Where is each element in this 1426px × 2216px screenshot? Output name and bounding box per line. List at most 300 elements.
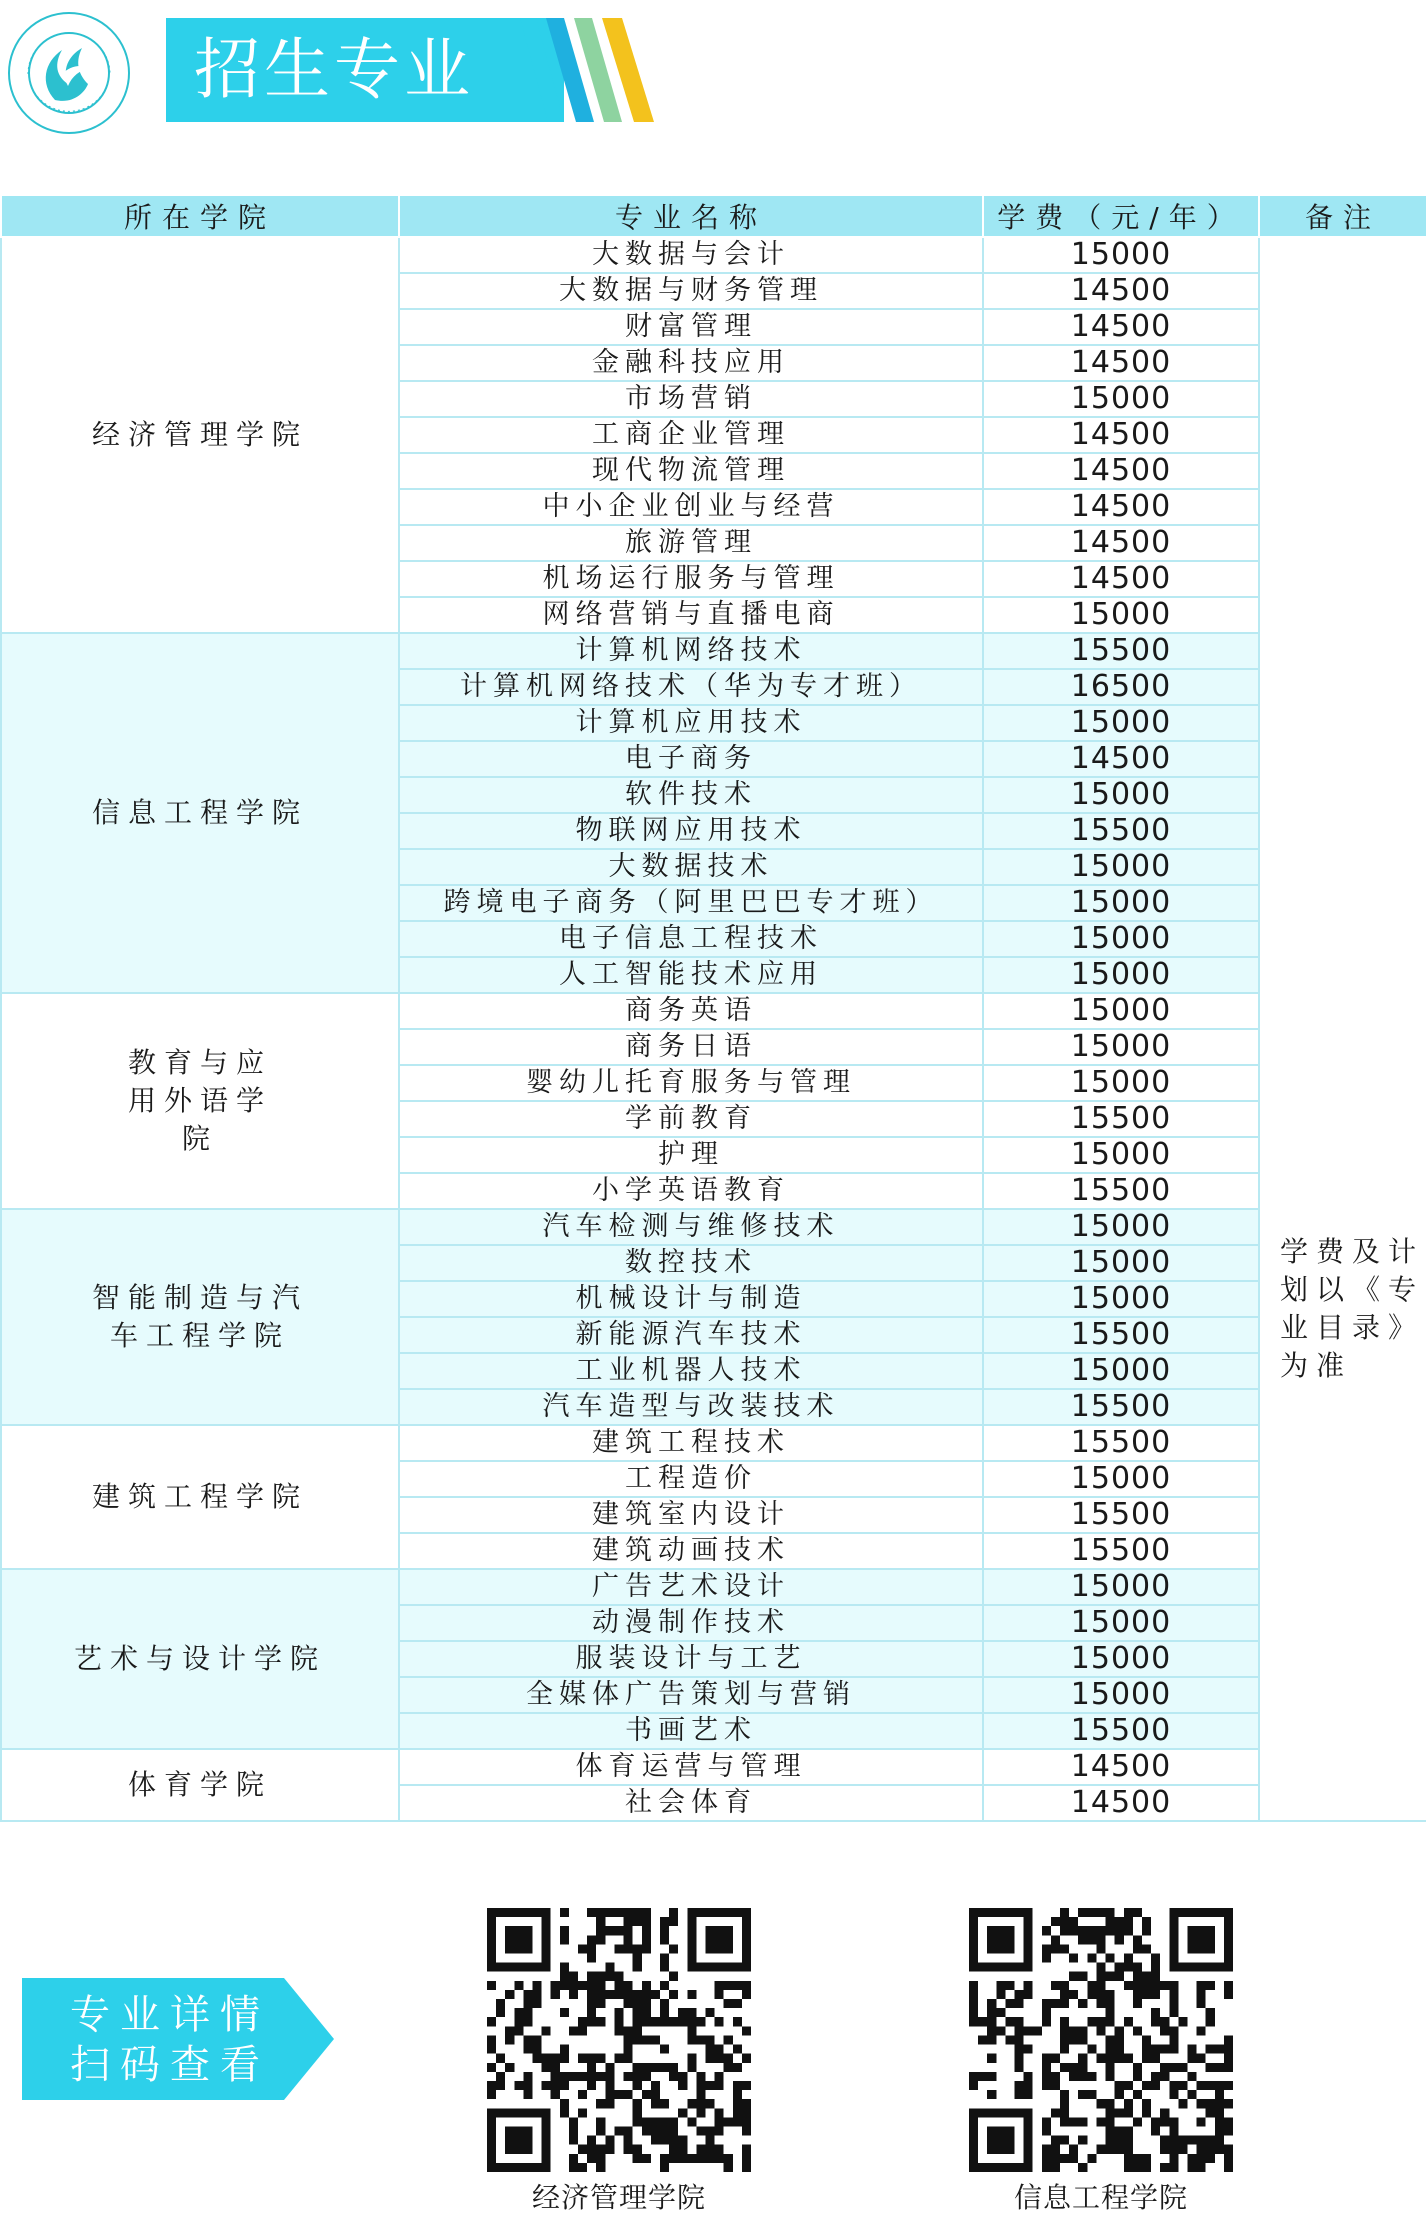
tuition-fee-cell: 15000	[983, 237, 1259, 273]
qr-module	[733, 2017, 742, 2026]
qr-module	[551, 2090, 560, 2099]
qr-module	[1124, 1963, 1133, 1972]
qr-module	[1024, 2045, 1033, 2054]
qr-finder-pattern	[987, 1926, 1014, 1953]
qr-module	[614, 2008, 623, 2017]
qr-module	[642, 1935, 651, 1944]
qr-module	[1078, 2117, 1087, 2126]
qr-module	[642, 2008, 651, 2017]
table-row	[1, 237, 1426, 273]
qr-module	[715, 1990, 724, 1999]
qr-module	[1151, 1981, 1160, 1990]
college-cell	[1, 993, 399, 1209]
qr-module	[533, 2054, 542, 2063]
qr-module	[1124, 1926, 1133, 1935]
qr-module	[596, 2145, 605, 2154]
qr-module	[624, 1926, 633, 1935]
qr-module	[605, 2136, 614, 2145]
qr-module	[1169, 2026, 1178, 2035]
qr-module	[1142, 1944, 1151, 1953]
qr-module	[1015, 2026, 1024, 2035]
qr-module	[551, 2063, 560, 2072]
qr-module	[1060, 2099, 1069, 2108]
qr-module	[715, 2126, 724, 2135]
qr-module	[1096, 1981, 1105, 1990]
qr-module	[596, 2154, 605, 2163]
qr-module	[633, 2081, 642, 2090]
major-name-cell: 软件技术	[399, 777, 983, 813]
qr-module	[596, 1981, 605, 1990]
major-name-cell: 全媒体广告策划与营销	[399, 1677, 983, 1713]
qr-module	[696, 2099, 705, 2108]
qr-module	[742, 2117, 751, 2126]
qr-module	[596, 2017, 605, 2026]
major-name-cell: 服装设计与工艺	[399, 1641, 983, 1677]
major-name-cell: 小学英语教育	[399, 1173, 983, 1209]
qr-module	[1178, 2017, 1187, 2026]
qr-module	[1005, 1999, 1014, 2008]
qr-module	[1197, 1981, 1206, 1990]
qr-module	[687, 2026, 696, 2035]
college-cell	[1, 1209, 399, 1425]
qr-module	[624, 1935, 633, 1944]
qr-module	[1087, 2072, 1096, 2081]
qr-module	[1115, 2026, 1124, 2035]
qr-module	[1060, 2117, 1069, 2126]
qr-module	[624, 2136, 633, 2145]
qr-module	[1197, 2136, 1206, 2145]
qr-module	[969, 2017, 978, 2026]
qr-module	[1060, 2136, 1069, 2145]
tuition-fee-cell: 14500	[983, 489, 1259, 525]
qr-module	[742, 2145, 751, 2154]
column-header-fee: 学费（元/年）	[983, 195, 1259, 237]
qr-module	[742, 2054, 751, 2063]
qr-module	[1133, 1935, 1142, 1944]
qr-module	[624, 1908, 633, 1917]
qr-module	[1206, 2081, 1215, 2090]
qr-module	[1051, 1981, 1060, 1990]
qr-module	[514, 2081, 523, 2090]
college-name: 智能制造与汽车工程学院	[92, 1281, 309, 1352]
qr-module	[742, 2081, 751, 2090]
qr-module	[1106, 2108, 1115, 2117]
qr-module	[633, 2063, 642, 2072]
qr-module	[642, 2063, 651, 2072]
qr-module	[1124, 2054, 1133, 2063]
qr-module	[1115, 1917, 1124, 1926]
qr-module	[1096, 2026, 1105, 2035]
qr-module	[1096, 1963, 1105, 1972]
tuition-fee-cell: 15000	[983, 885, 1259, 921]
qr-module	[724, 2154, 733, 2163]
qr-module	[1087, 1926, 1096, 1935]
qr-module	[523, 1999, 532, 2008]
qr-module	[696, 2126, 705, 2135]
qr-module	[1151, 2072, 1160, 2081]
qr-module	[560, 1926, 569, 1935]
major-name-cell: 体育运营与管理	[399, 1749, 983, 1785]
qr-module	[1060, 1926, 1069, 1935]
college-name: 建筑工程学院	[91, 1480, 308, 1513]
qr-module	[624, 2126, 633, 2135]
qr-module	[1206, 2154, 1215, 2163]
qr-module	[642, 1926, 651, 1935]
qr-module	[1042, 2072, 1051, 2081]
qr-module	[651, 2035, 660, 2044]
qr-module	[1151, 2081, 1160, 2090]
qr-module	[505, 1990, 514, 1999]
qr-module	[1078, 2163, 1087, 2172]
qr-module	[660, 1963, 669, 1972]
qr-module	[1005, 2017, 1014, 2026]
qr-module	[633, 2099, 642, 2108]
qr-module	[587, 1944, 596, 1953]
qr-module	[1106, 2035, 1115, 2044]
qr-module	[1087, 1935, 1096, 1944]
tuition-fee-cell: 15000	[983, 1209, 1259, 1245]
major-name-cell: 金融科技应用	[399, 345, 983, 381]
qr-module	[1115, 2145, 1124, 2154]
qr-module	[1169, 2008, 1178, 2017]
qr-module	[733, 2099, 742, 2108]
qr-module	[1169, 2035, 1178, 2044]
college-name: 信息工程学院	[91, 796, 308, 829]
qr-module	[724, 1999, 733, 2008]
qr-module	[560, 1972, 569, 1981]
qr-module	[614, 2026, 623, 2035]
qr-module	[660, 1999, 669, 2008]
tuition-fee-cell: 15000	[983, 777, 1259, 813]
qr-module	[660, 1981, 669, 1990]
qr-module	[614, 2090, 623, 2099]
qr-module	[624, 2145, 633, 2154]
major-name-cell: 跨境电子商务（阿里巴巴专才班）	[399, 885, 983, 921]
qr-module	[1215, 2145, 1224, 2154]
qr-module	[733, 2117, 742, 2126]
qr-module	[1096, 2099, 1105, 2108]
qr-module	[523, 2090, 532, 2099]
qr-module	[1178, 2145, 1187, 2154]
qr-module	[1042, 1944, 1051, 1953]
qr-module	[1087, 1954, 1096, 1963]
qr-module	[669, 2154, 678, 2163]
tuition-fee-cell: 15000	[983, 381, 1259, 417]
qr-module	[487, 2081, 496, 2090]
tuition-fee-cell: 15000	[983, 849, 1259, 885]
tuition-fee-cell: 15000	[983, 993, 1259, 1029]
tuition-fee-cell: 15000	[983, 597, 1259, 633]
major-name-cell: 市场营销	[399, 381, 983, 417]
qr-module	[1169, 2154, 1178, 2163]
qr-module	[742, 2108, 751, 2117]
qr-module	[587, 2136, 596, 2145]
qr-module	[596, 1908, 605, 1917]
qr-module	[660, 2117, 669, 2126]
college-cell	[1, 1425, 399, 1569]
qr-module	[1033, 2026, 1042, 2035]
qr-module	[1042, 1926, 1051, 1935]
qr-module	[1078, 1935, 1087, 1944]
qr-module	[596, 1972, 605, 1981]
qr-module	[1169, 2081, 1178, 2090]
qr-module	[660, 2154, 669, 2163]
qr-module	[523, 2081, 532, 2090]
qr-module	[742, 1981, 751, 1990]
qr-module	[624, 2035, 633, 2044]
qr-module	[1106, 1926, 1115, 1935]
qr-module	[614, 1926, 623, 1935]
major-name-cell: 人工智能技术应用	[399, 957, 983, 993]
qr-module	[705, 2054, 714, 2063]
qr-module	[1078, 1926, 1087, 1935]
qr-module	[1015, 1999, 1024, 2008]
qr-module	[1160, 1981, 1169, 1990]
qr-module	[614, 1972, 623, 1981]
qr-module	[1096, 2117, 1105, 2126]
qr-module	[1224, 2054, 1233, 2063]
qr-module	[1042, 2054, 1051, 2063]
qr-module	[1096, 1908, 1105, 1917]
qr-module	[1078, 2035, 1087, 2044]
table-row	[1, 1209, 1426, 1245]
qr-module	[1197, 2163, 1206, 2172]
qr-module	[1160, 2117, 1169, 2126]
qr-module	[1215, 2045, 1224, 2054]
tuition-fee-cell: 14500	[983, 417, 1259, 453]
qr-module	[642, 2072, 651, 2081]
major-name-cell: 社会体育	[399, 1785, 983, 1821]
qr-module	[587, 2081, 596, 2090]
qr-module	[1115, 2126, 1124, 2135]
qr-module	[1151, 1990, 1160, 1999]
qr-module	[642, 2126, 651, 2135]
qr-module	[1042, 2117, 1051, 2126]
qr-module	[633, 1944, 642, 1953]
table-row	[1, 1569, 1426, 1605]
qr-module	[1224, 2126, 1233, 2135]
qr-module	[660, 2099, 669, 2108]
qr-module	[1106, 2145, 1115, 2154]
qr-module	[1106, 2017, 1115, 2026]
qr-module	[1106, 2054, 1115, 2063]
qr-module	[651, 2099, 660, 2108]
qr-module	[1133, 1990, 1142, 1999]
qr-module	[633, 2117, 642, 2126]
qr-module	[1224, 2163, 1233, 2172]
qr-module	[1142, 1926, 1151, 1935]
college-name: 艺术与设计学院	[73, 1642, 326, 1675]
qr-module	[1206, 2099, 1215, 2108]
major-name-cell: 旅游管理	[399, 525, 983, 561]
table-row	[1, 993, 1426, 1029]
qr-module	[1015, 2017, 1024, 2026]
qr-module	[614, 1908, 623, 1917]
qr-module	[696, 2035, 705, 2044]
qr-module	[715, 2017, 724, 2026]
qr-module	[1151, 1963, 1160, 1972]
qr-module	[1169, 2063, 1178, 2072]
scan-qr-tag	[22, 1978, 334, 2100]
qr-module	[614, 2126, 623, 2135]
qr-module	[678, 2081, 687, 2090]
qr-module	[969, 2072, 978, 2081]
qr-module	[660, 2008, 669, 2017]
qr-module	[669, 2063, 678, 2072]
qr-module	[633, 1963, 642, 1972]
qr-module	[687, 2008, 696, 2017]
qr-module	[614, 1981, 623, 1990]
qr-module	[587, 2054, 596, 2063]
qr-module	[678, 2108, 687, 2117]
tuition-fee-cell: 15000	[983, 1605, 1259, 1641]
tuition-fee-cell: 14500	[983, 561, 1259, 597]
qr-module	[560, 2108, 569, 2117]
qr-module	[578, 2072, 587, 2081]
qr-module	[1124, 2145, 1133, 2154]
qr-module	[669, 1972, 678, 1981]
qr-module	[1124, 2154, 1133, 2163]
qr-module	[715, 2108, 724, 2117]
qr-module	[724, 2117, 733, 2126]
qr-module	[587, 2017, 596, 2026]
qr-module	[705, 2099, 714, 2108]
tuition-fee-cell: 15000	[983, 1353, 1259, 1389]
qr-module	[523, 2008, 532, 2017]
qr-module	[560, 1981, 569, 1990]
tuition-fee-cell: 15000	[983, 1281, 1259, 1317]
qr-module	[1042, 2163, 1051, 2172]
qr-module	[1087, 2017, 1096, 2026]
qr-module	[496, 1999, 505, 2008]
qr-module	[1224, 2099, 1233, 2108]
qr-module	[1160, 2063, 1169, 2072]
qr-module	[487, 2090, 496, 2099]
qr-module	[696, 2017, 705, 2026]
qr-module	[596, 1990, 605, 1999]
qr-module	[496, 2081, 505, 2090]
major-name-cell: 工商企业管理	[399, 417, 983, 453]
qr-caption-economics-management: 经济管理学院	[531, 2181, 706, 2214]
qr-code-economics-management[interactable]	[482, 1908, 756, 2172]
qr-module	[1133, 1999, 1142, 2008]
qr-module	[578, 2145, 587, 2154]
qr-module	[587, 1972, 596, 1981]
qr-module	[687, 1990, 696, 1999]
qr-module	[733, 2090, 742, 2099]
qr-module	[733, 2045, 742, 2054]
qr-module	[1042, 1999, 1051, 2008]
title-stripes-decoration	[520, 18, 670, 122]
qr-module	[1224, 1981, 1233, 1990]
qr-finder-pattern	[1187, 1926, 1214, 1953]
qr-module	[996, 2026, 1005, 2035]
major-name-cell: 工业机器人技术	[399, 1353, 983, 1389]
major-name-cell: 财富管理	[399, 309, 983, 345]
qr-module	[1078, 2026, 1087, 2035]
qr-module	[1151, 2117, 1160, 2126]
qr-module	[1015, 2045, 1024, 2054]
qr-module	[642, 2017, 651, 2026]
major-name-cell: 大数据与会计	[399, 237, 983, 273]
qr-module	[587, 2008, 596, 2017]
qr-module	[1206, 1981, 1215, 1990]
qr-module	[1124, 1981, 1133, 1990]
qr-module	[487, 2017, 496, 2026]
qr-module	[1187, 2154, 1196, 2163]
qr-code-information-engineering[interactable]	[964, 1908, 1238, 2172]
qr-module	[660, 2136, 669, 2145]
tuition-fee-cell: 15500	[983, 1101, 1259, 1137]
qr-module	[605, 1990, 614, 1999]
qr-module	[1160, 2026, 1169, 2035]
qr-module	[560, 1908, 569, 1917]
qr-module	[1051, 2054, 1060, 2063]
qr-module	[724, 2063, 733, 2072]
qr-module	[1096, 2145, 1105, 2154]
college-cell	[1, 1569, 399, 1749]
qr-module	[1142, 2045, 1151, 2054]
qr-module	[651, 1990, 660, 1999]
qr-module	[669, 2017, 678, 2026]
major-name-cell: 广告艺术设计	[399, 1569, 983, 1605]
qr-module	[1051, 1935, 1060, 1944]
qr-finder-pattern	[705, 1926, 732, 1953]
column-header-note: 备注	[1259, 195, 1426, 237]
qr-module	[1078, 2090, 1087, 2099]
qr-module	[1015, 2035, 1024, 2044]
qr-module	[1142, 2099, 1151, 2108]
qr-module	[724, 2035, 733, 2044]
qr-module	[514, 1981, 523, 1990]
qr-module	[605, 2099, 614, 2108]
column-header-major: 专业名称	[399, 195, 983, 237]
qr-module	[596, 1917, 605, 1926]
college-cell	[1, 1749, 399, 1821]
qr-module	[1115, 2081, 1124, 2090]
qr-finder-pattern	[505, 2126, 532, 2153]
qr-module	[1051, 2108, 1060, 2117]
qr-module	[1042, 2154, 1051, 2163]
major-name-cell: 电子信息工程技术	[399, 921, 983, 957]
qr-module	[1051, 2154, 1060, 2163]
qr-module	[569, 1972, 578, 1981]
scan-tag-line-2: 扫码查看	[70, 2042, 270, 2088]
qr-module	[1096, 2017, 1105, 2026]
qr-module	[1069, 2072, 1078, 2081]
qr-module	[1051, 1917, 1060, 1926]
qr-module	[1151, 2008, 1160, 2017]
qr-module	[560, 1963, 569, 1972]
qr-module	[1206, 2045, 1215, 2054]
qr-module	[1096, 1999, 1105, 2008]
qr-module	[733, 2063, 742, 2072]
qr-module	[696, 2090, 705, 2099]
qr-module	[1142, 1972, 1151, 1981]
qr-module	[669, 1917, 678, 1926]
qr-module	[687, 2017, 696, 2026]
qr-module	[660, 1935, 669, 1944]
qr-module	[1224, 2081, 1233, 2090]
qr-module	[1060, 2017, 1069, 2026]
qr-module	[742, 2163, 751, 2172]
qr-module	[1115, 1972, 1124, 1981]
qr-module	[1115, 2054, 1124, 2063]
qr-module	[987, 2090, 996, 2099]
qr-module	[1160, 2136, 1169, 2145]
qr-module	[533, 2045, 542, 2054]
qr-module	[742, 2026, 751, 2035]
